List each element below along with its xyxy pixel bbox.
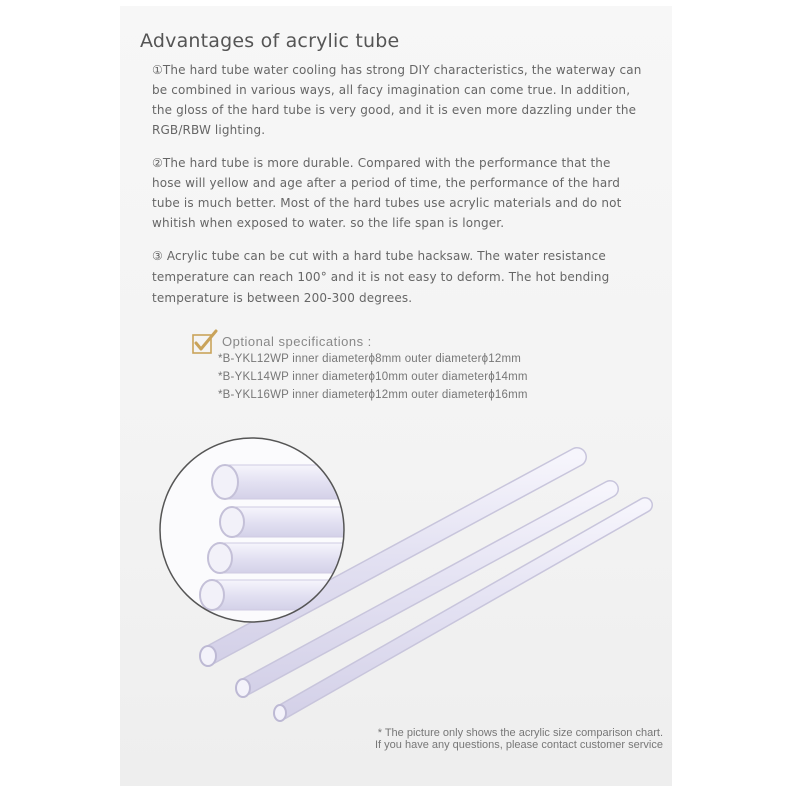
spec-item: *B-YKL12WP inner diameterϕ8mm outer diameterϕ12mm [218, 353, 522, 365]
checkmark-icon [190, 329, 220, 355]
specifications-heading: Optional specifications : [222, 334, 372, 349]
disclaimer-line-1: * The picture only shows the acrylic size comparison chart. [377, 727, 663, 739]
spec-item: *B-YKL16WP inner diameterϕ12mm outer diameterϕ16mm [218, 389, 528, 401]
disclaimer-note [330, 727, 663, 751]
acrylic-tubes-illustration [150, 425, 670, 725]
disclaimer-line-2: If you have any questions, please contact customer service [375, 739, 663, 751]
advantage-paragraph-2: ②The hard tube is more durable. Compared with the performance that the hose will yellow and age after a period of time, the performance of the hard tube is much better. Most of the hard tubes use acrylic materials and do not whitish when exposed to water. so the life span is longer. [152, 156, 622, 230]
advantage-paragraph-1: ①The hard tube water cooling has strong DIY characteristics, the waterway can be combined in various ways, all facy imagination can come true. In addition, the gloss of the hard tube is very good, and it is even more dazzling under the RGB/RBW lighting. [152, 63, 642, 137]
spec-item: *B-YKL14WP inner diameterϕ10mm outer diameterϕ14mm [218, 371, 528, 383]
page-title: Advantages of acrylic tube [140, 30, 400, 52]
advantage-paragraph-3: ③ Acrylic tube can be cut with a hard tube hacksaw. The water resistance temperature can reach 100° and it is not easy to deform. The hot bending temperature is between 200-300 degrees. [152, 249, 610, 305]
